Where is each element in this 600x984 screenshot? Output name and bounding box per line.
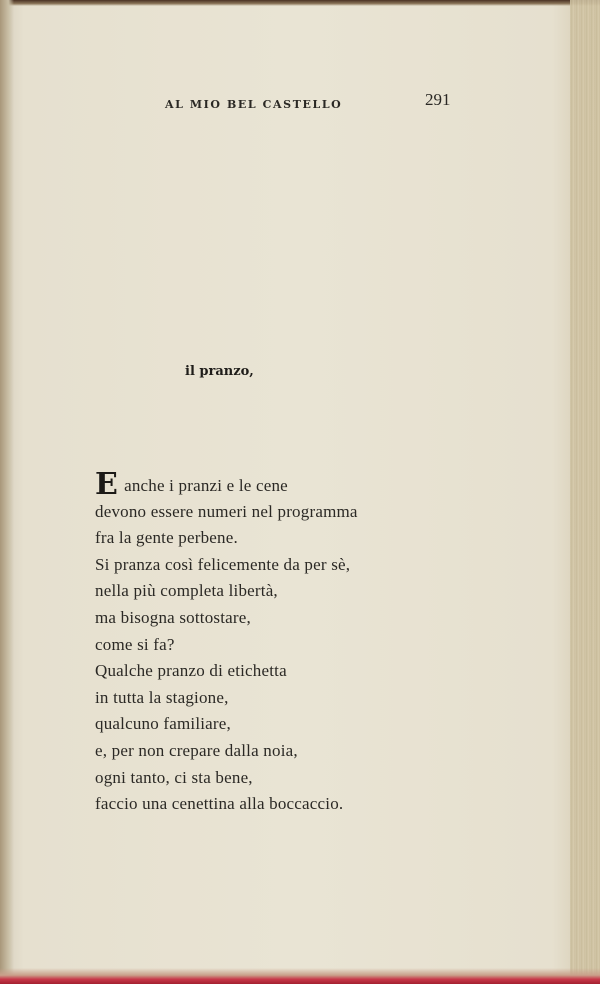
book-cover-edge	[0, 968, 600, 984]
section-title: il pranzo,	[185, 364, 254, 379]
poem-line: in tutta la stagione,	[95, 687, 229, 707]
page-gutter-shadow	[0, 0, 14, 984]
poem-line: ogni tanto, ci sta bene,	[95, 767, 253, 787]
poem-line: come si fa?	[95, 634, 175, 654]
poem-line	[95, 467, 455, 502]
page-number: 291	[425, 90, 451, 109]
poem-line: Si pranza così felicemente da per sè,	[95, 554, 351, 574]
poem-body	[95, 467, 455, 818]
poem-line: Qualche pranzo di etichetta	[95, 661, 287, 681]
drop-cap: E	[95, 467, 119, 502]
page-top-edge	[0, 0, 600, 6]
poem-line: ma bisogna sottostare,	[95, 607, 251, 627]
poem-line: nella più completa libertà,	[95, 581, 278, 601]
poem-line-text: anche i pranzi e le cene	[124, 476, 288, 495]
poem-line: qualcuno familiare,	[95, 714, 231, 734]
poem-line: fra la gente perbene.	[95, 528, 238, 548]
poem-line: e, per non crepare dalla noia,	[95, 740, 298, 760]
poem-line: devono essere numeri nel programma	[95, 501, 358, 521]
poem-line: faccio una cenettina alla boccaccio.	[95, 794, 344, 814]
page-fore-edge	[570, 0, 600, 984]
running-header-title: AL MIO BEL CASTELLO	[165, 98, 343, 111]
